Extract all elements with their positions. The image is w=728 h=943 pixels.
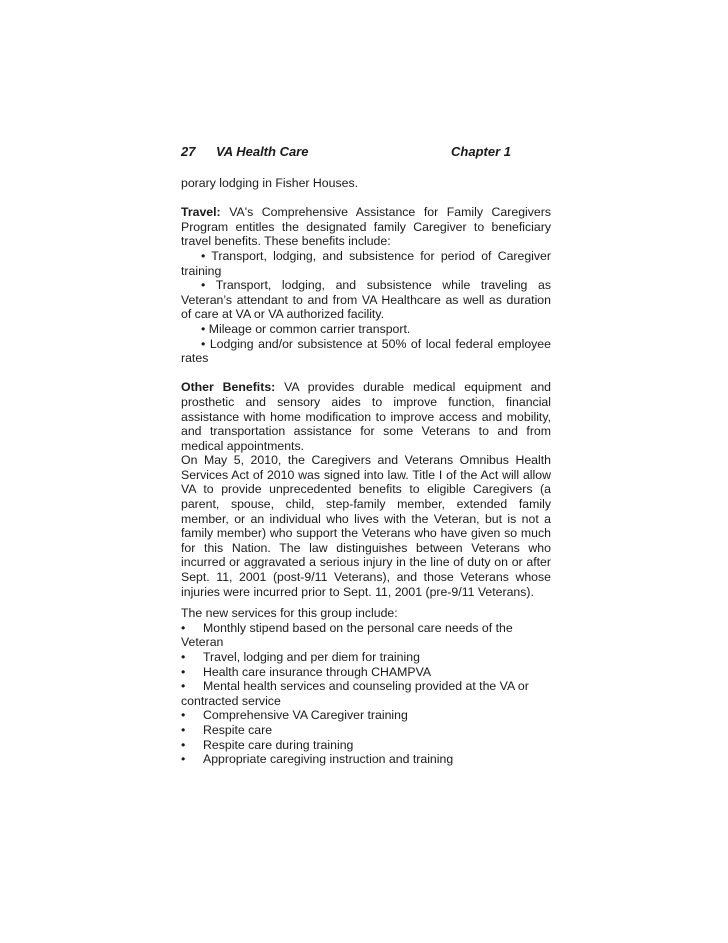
travel-text: VA's Comprehensive Assistance for Family Caregivers Program entitles the designated family Caregiver to beneficiary travel benefits. These benefits include: — [181, 205, 551, 249]
list-item: • Monthly stipend based on the personal care needs of the Veteran — [181, 620, 513, 650]
other-benefits-label: Other Benefits: — [181, 380, 276, 395]
bullet: • — [181, 752, 186, 767]
act-paragraph: On May 5, 2010, the Caregivers and Veterans Omnibus Health Services Act of 2010 was signed into law. Title I of the Act will allow VA to provide unprecedented benefits to eligible Caregivers (a parent, spouse, child, step-family member, extended family member, or an individual who lives with the Veteran, but is not a family member) who support the Veterans who have given so much for this Nation. The law distinguishes between Veterans who incurred or aggravated a serious injury in the line of duty on or after Sept. 11, 2001 (post-9/11 Veterans), and those Veterans whose injuries were incurred prior to Sept. 11, 2001 (pre-9/11 Veterans). — [181, 453, 551, 599]
travel-paragraph — [181, 205, 551, 249]
travel-item: • Mileage or common carrier transport. — [201, 321, 411, 336]
page-number: 27 — [181, 144, 196, 159]
bullet: • — [181, 722, 186, 737]
services-intro: The new services for this group include: — [181, 606, 398, 621]
bullet: • — [181, 737, 186, 752]
chapter-label: Chapter 1 — [451, 144, 511, 159]
other-benefits-paragraph — [181, 380, 551, 453]
book-title: VA Health Care — [216, 144, 309, 159]
list-item: • Respite care — [181, 722, 273, 737]
running-header — [181, 144, 511, 162]
travel-item: • Transport, lodging, and subsistence for period of Caregiver training — [181, 248, 551, 278]
list-item: • Mental health services and counseling provided at the VA or contracted service — [181, 679, 529, 708]
travel-item: • Lodging and/or subsistence at 50% of local federal employee rates — [181, 336, 551, 366]
list-item: • Comprehensive VA Caregiver training — [181, 708, 408, 723]
bullet: • — [181, 679, 186, 694]
bullet: • — [181, 620, 186, 635]
list-item: • Respite care during training — [181, 737, 354, 752]
other-benefits-text: VA provides durable medical equipment and prosthetic and sensory aides to improve function, financial assistance with home modification to improve access and mobility, and transportation assistance for some Veterans to and from medical appointments. — [181, 380, 551, 453]
body-text — [181, 176, 551, 767]
travel-item: • Transport, lodging, and subsistence while traveling as Veteran’s attendant to and from VA Healthcare as well as duration of care at VA or VA authorized facility. — [181, 278, 551, 322]
bullet: • — [181, 650, 186, 664]
list-item: • Travel, lodging and per diem for training — [181, 650, 420, 664]
list-item: • Appropriate caregiving instruction and training — [181, 752, 454, 767]
intro-line: porary lodging in Fisher Houses. — [181, 176, 359, 190]
bullet: • — [181, 664, 186, 679]
list-item: • Health care insurance through CHAMPVA — [181, 664, 432, 679]
bullet: • — [181, 708, 186, 723]
travel-label: Travel: — [181, 205, 221, 220]
